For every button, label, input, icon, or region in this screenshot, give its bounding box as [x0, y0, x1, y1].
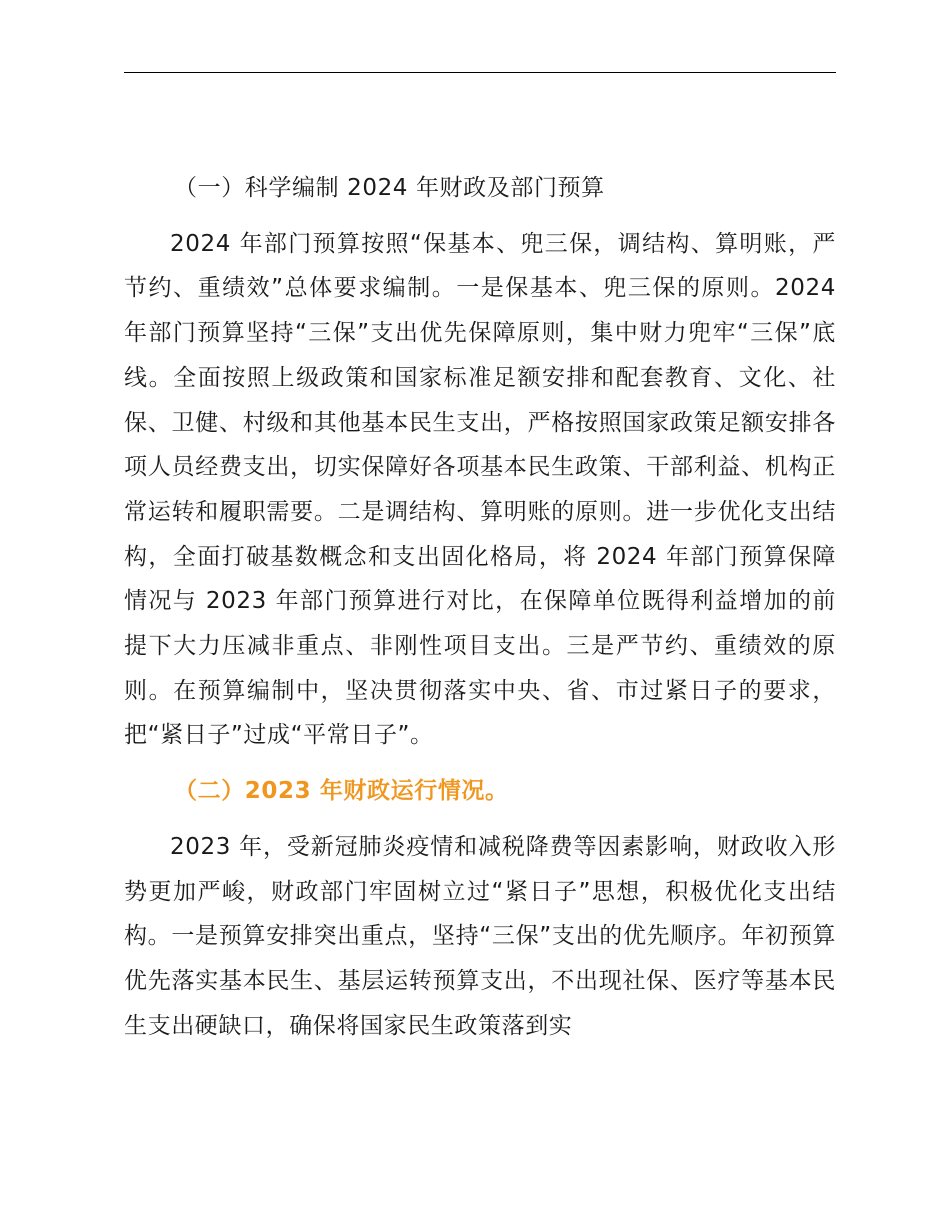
section-heading-2: （二）2023 年财政运行情况。 [174, 778, 509, 805]
header-rule [124, 72, 836, 73]
section-heading-1: （一）科学编制 2024 年财政及部门预算 [174, 175, 605, 201]
section-paragraph-2: 2023 年，受新冠肺炎疫情和减税降费等因素影响，财政收入形势更加严峻，财政部门牢固树立过“紧日子”思想，积极优化支出结构。一是预算安排突出重点，坚持“三保”支出的优先顺序。年初预算优先落实基本民生、基层运转预算支出，不出现社保、医疗等基本民生支出硬缺口，确保将国家民生政策落到实 [124, 833, 836, 1039]
document-body [124, 166, 836, 1048]
section-paragraph-1: 2024 年部门预算按照“保基本、兜三保，调结构、算明账，严节约、重绩效”总体要求编制。一是保基本、兜三保的原则。2024 年部门预算坚持“三保”支出优先保障原则，集中财力兜牢“三保”底线。全面按照上级政策和国家标准足额安排和配套教育、文化、社保、卫健、村级和其他基本民生支出，严格按照国家政策足额安排各项人员经费支出，切实保障好各项基本民生政策、干部利益、机构正常运转和履职需要。二是调结构、算明账的原则。进一步优化支出结构，全面打破基数概念和支出固化格局，将 2024 年部门预算保障情况与 2023 年部门预算进行对比，在保障单位既得利益增加的前提下大力压减非重点、非刚性项目支出。三是严节约、重绩效的原则。在预算编制中，坚决贯彻落实中央、省、市过紧日子的要求，把“紧日子”过成“平常日子”。 [124, 230, 836, 749]
